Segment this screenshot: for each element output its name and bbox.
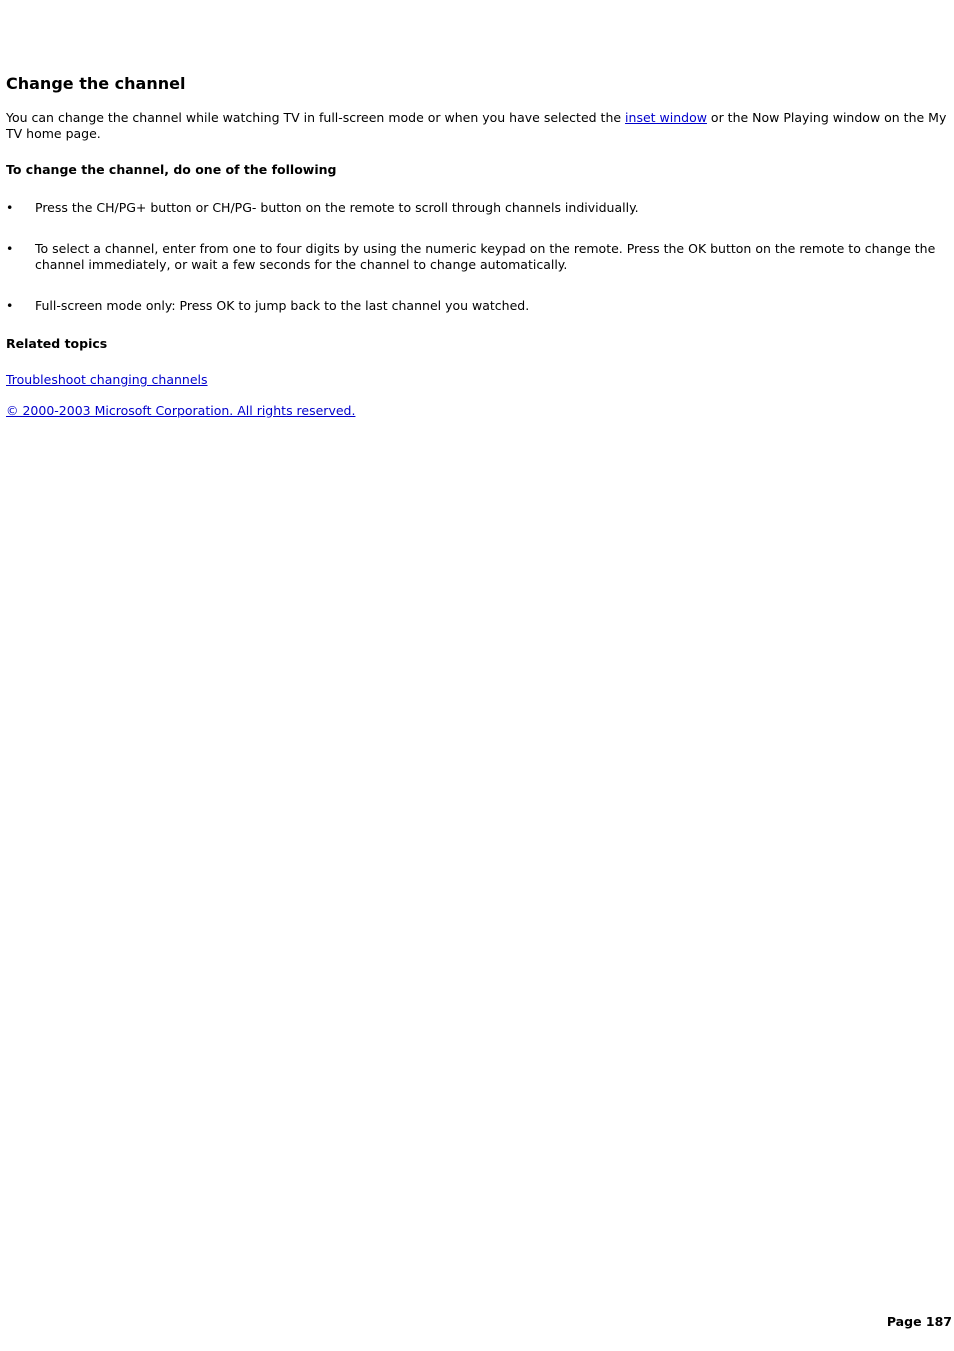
list-item-text: Press the CH/PG+ button or CH/PG- button on the remote to scroll through channels individually. — [35, 200, 639, 215]
intro-text-before: You can change the channel while watching TV in full-screen mode or when you have selected the — [6, 110, 626, 125]
list-item — [6, 241, 948, 273]
intro-paragraph — [6, 110, 948, 142]
bullet-marker: • — [6, 241, 14, 256]
list-item-text: To select a channel, enter from one to four digits by using the numeric keypad on the remote. Press the OK button on the remote to change the channel immediately, or wait a few seconds for the channel to change automatically. — [35, 241, 936, 272]
copyright-link[interactable]: © 2000-2003 Microsoft Corporation. All rights reserved. — [6, 403, 356, 418]
procedure-heading: To change the channel, do one of the following — [6, 162, 337, 177]
bullet-marker: • — [6, 298, 14, 313]
page-number: Page 187 — [886, 1314, 952, 1329]
copyright-line — [6, 403, 355, 419]
list-item-text: Full-screen mode only: Press OK to jump back to the last channel you watched. — [35, 298, 530, 313]
page-title: Change the channel — [6, 74, 186, 93]
related-topic-line — [6, 372, 208, 388]
list-item — [6, 298, 948, 314]
inset-window-link[interactable]: inset window — [625, 110, 707, 125]
list-item — [6, 200, 948, 216]
intro-text-after: or the Now Playing window on the My TV home page. — [6, 110, 947, 141]
related-topics-heading: Related topics — [6, 336, 108, 351]
troubleshoot-changing-channels-link[interactable]: Troubleshoot changing channels — [6, 372, 208, 387]
bullet-marker: • — [6, 200, 14, 215]
